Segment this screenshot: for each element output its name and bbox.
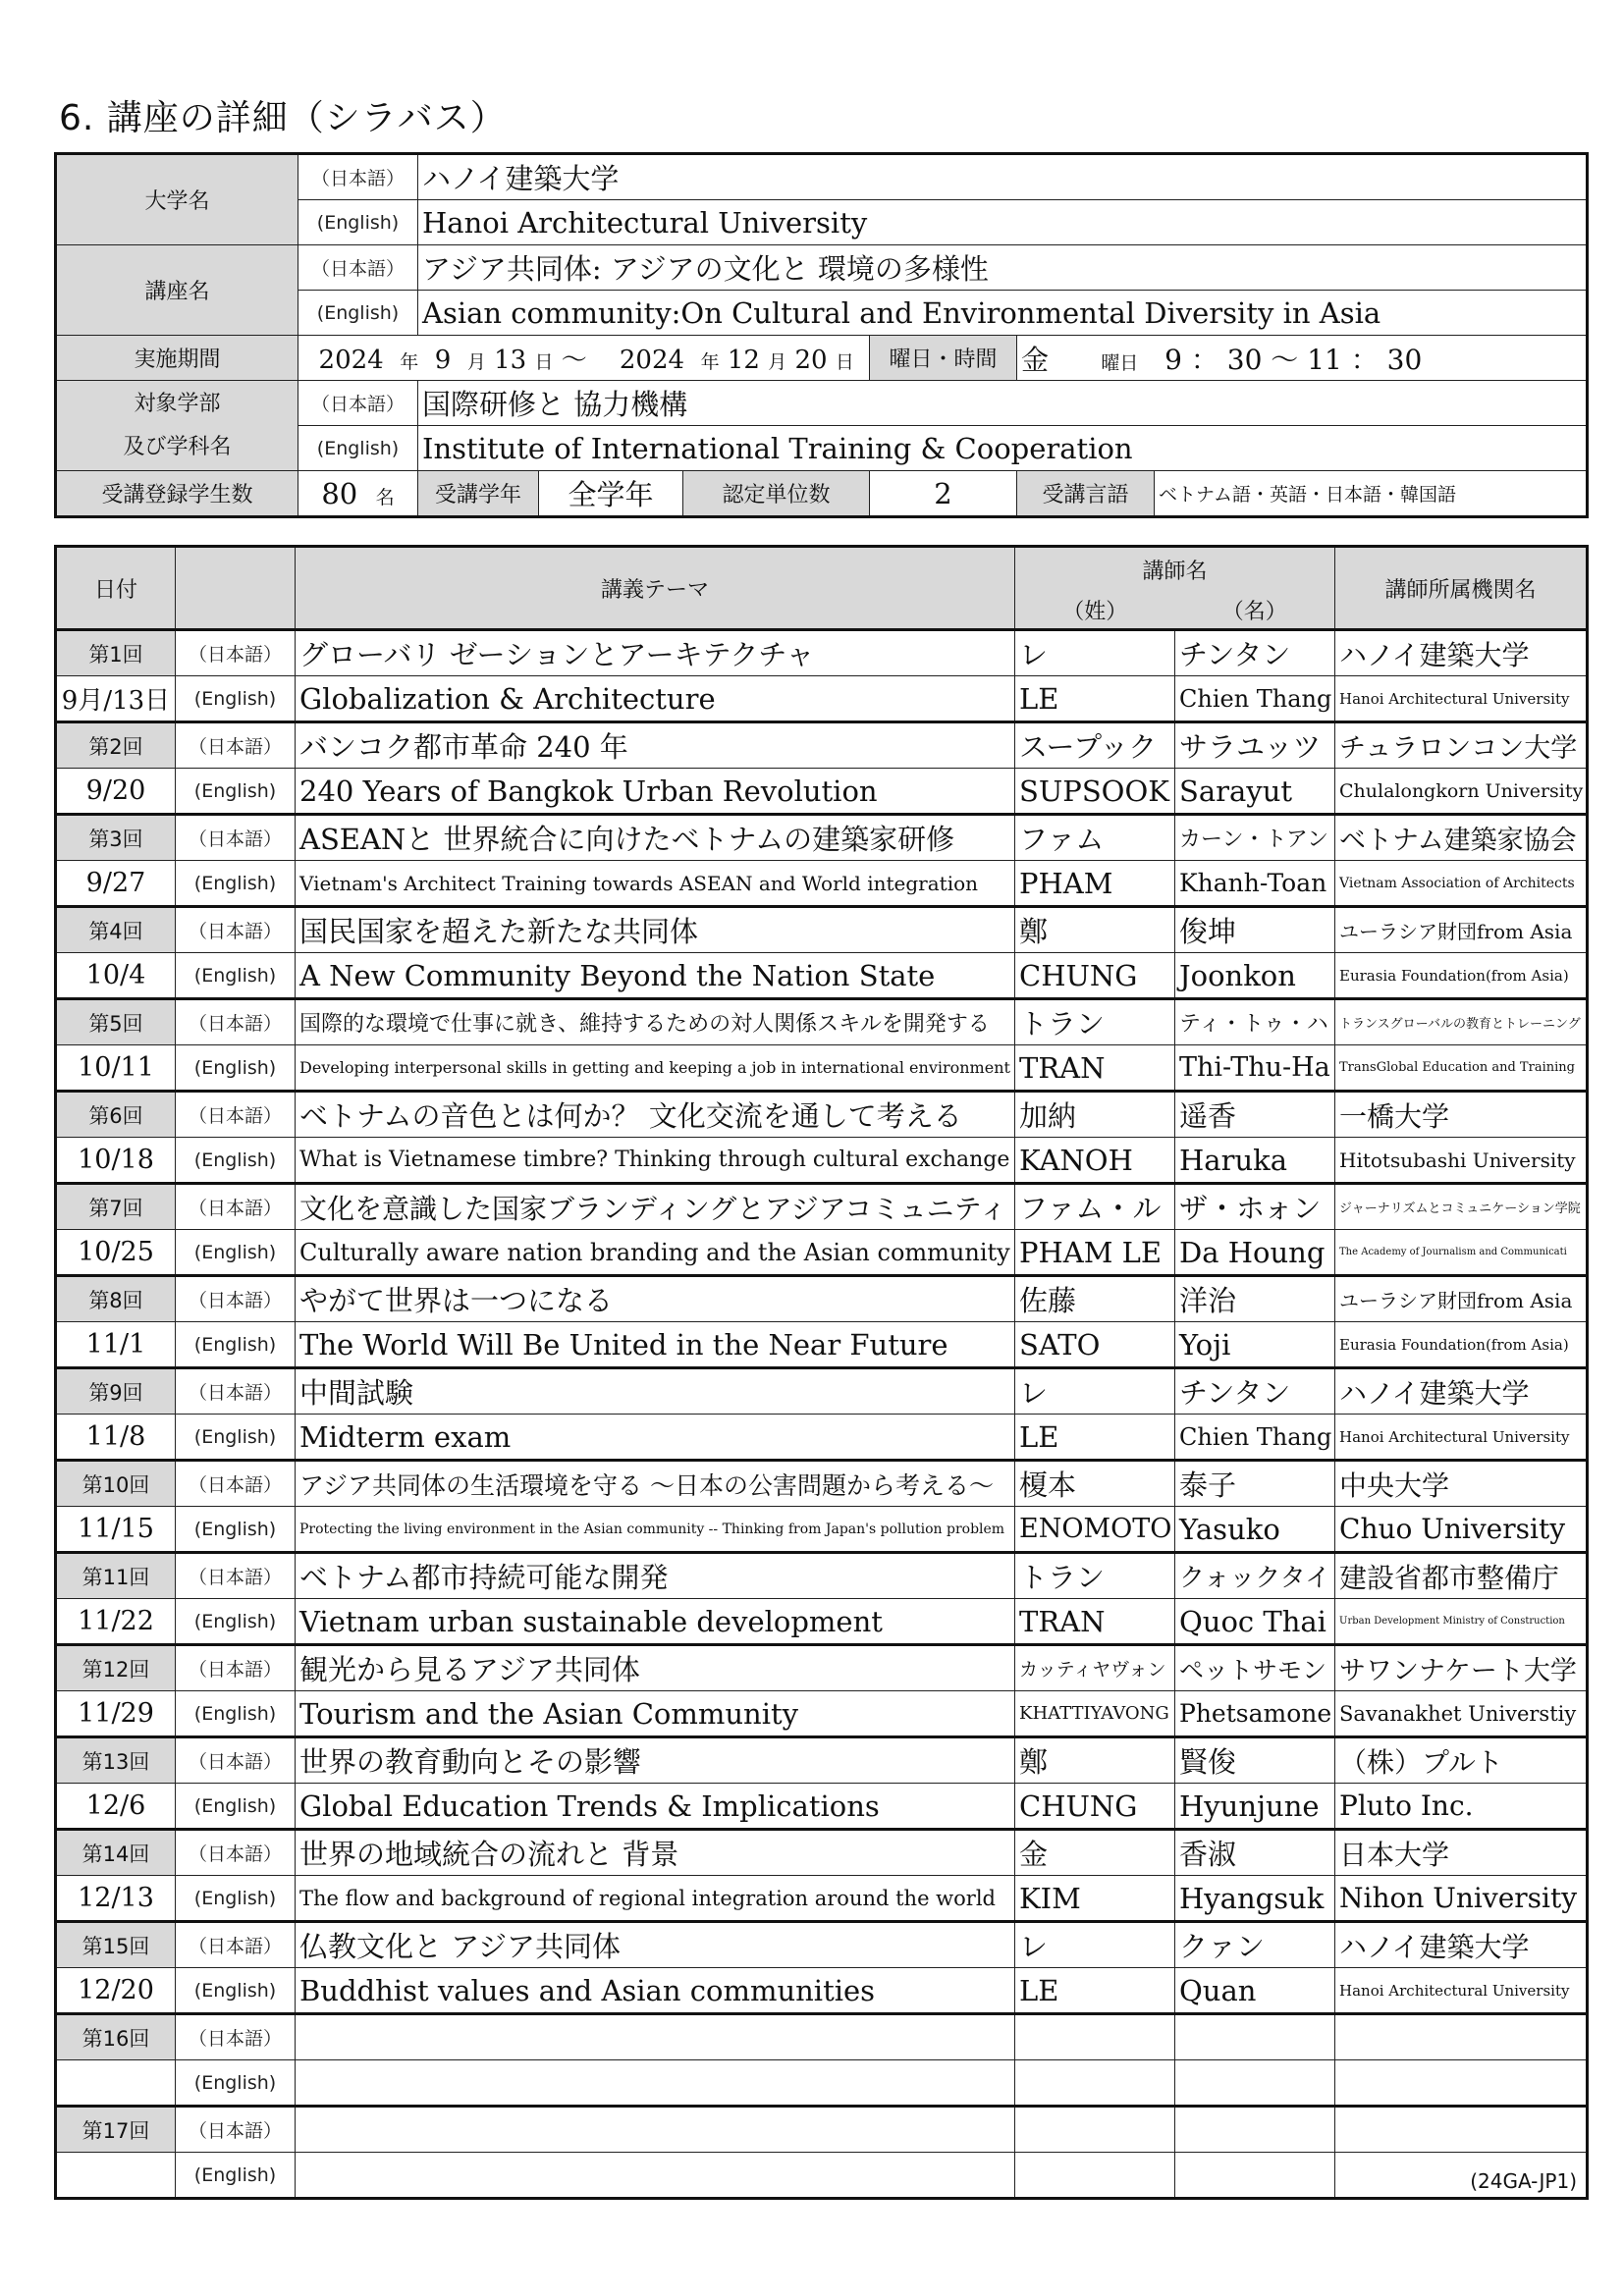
theme-en: The flow and background of regional integration around the world [296, 1876, 1015, 1922]
dow-time-label: 曜日・時間 [870, 336, 1017, 381]
given-en [1175, 2153, 1335, 2199]
given-ja: サラユッツ [1175, 722, 1335, 769]
session-date: 12/6 [56, 1784, 176, 1830]
session-row-ja [56, 1830, 1588, 1876]
theme-ja: 中間試験 [296, 1368, 1015, 1415]
given-ja: 遥香 [1175, 1092, 1335, 1138]
students-count: 80 名 [298, 471, 418, 517]
form-code: (24GA-JP1) [1470, 2169, 1577, 2193]
theme-ja: アジア共同体の生活環境を守る 〜日本の公害問題から考える〜 [296, 1461, 1015, 1507]
affiliation-en: Chuo University [1335, 1507, 1588, 1553]
session-row-en [56, 676, 1588, 722]
given-en: Da Houng [1175, 1230, 1335, 1276]
course-info-table [54, 152, 1589, 518]
session-number: 第15回 [56, 1922, 176, 1968]
univ-label: 大学名 [56, 154, 298, 245]
affiliation-en: Chulalongkorn University [1335, 769, 1588, 815]
period-range: 2024 年 9 月 13 日 ～ 2024 年 12 月 20 日 [298, 336, 870, 381]
session-date [56, 2153, 176, 2199]
session-row-ja [56, 1922, 1588, 1968]
surname-en: TRAN [1015, 1599, 1175, 1645]
lang-en-tag: (English) [176, 1322, 296, 1368]
lang-ja-tag: （日本語） [176, 1276, 296, 1322]
affiliation-ja: ハノイ建築大学 [1335, 1922, 1588, 1968]
theme-en: What is Vietnamese timbre? Thinking through cultural exchange [296, 1138, 1015, 1184]
session-number: 第12回 [56, 1645, 176, 1691]
page-title: 6. 講座の詳細（シラバス） [59, 98, 507, 138]
surname-ja: レ [1015, 1922, 1175, 1968]
session-number: 第13回 [56, 1737, 176, 1784]
surname-ja: トラン [1015, 1553, 1175, 1599]
lang-ja-tag: （日本語） [176, 1092, 296, 1138]
session-date: 11/15 [56, 1507, 176, 1553]
session-date: 9/20 [56, 769, 176, 815]
given-ja: ザ・ホォン [1175, 1184, 1335, 1230]
lang-en-tag: (English) [176, 861, 296, 907]
affiliation-ja: ハノイ建築大学 [1335, 630, 1588, 676]
language-label: 受講言語 [1017, 471, 1155, 517]
affiliation-ja: サワンナケート大学 [1335, 1645, 1588, 1691]
given-ja: クォックタイ [1175, 1553, 1335, 1599]
session-date: 10/18 [56, 1138, 176, 1184]
affiliation-ja: ハノイ建築大学 [1335, 1368, 1588, 1415]
affiliation-ja: 日本大学 [1335, 1830, 1588, 1876]
surname-en: PHAM LE [1015, 1230, 1175, 1276]
lang-header [176, 547, 296, 630]
affiliation-en: Hitotsubashi University [1335, 1138, 1588, 1184]
end-month: 12 [727, 346, 760, 375]
session-row-en [56, 1876, 1588, 1922]
faculty-en: Institute of International Training & Cooperation [418, 426, 1588, 471]
surname-en: SATO [1015, 1322, 1175, 1368]
affiliation-ja: ベトナム建築家協会 [1335, 815, 1588, 861]
theme-en: Global Education Trends & Implications [296, 1784, 1015, 1830]
session-row-ja [56, 722, 1588, 769]
session-number: 第8回 [56, 1276, 176, 1322]
theme-ja: 文化を意識した国家ブランディングとアジアコミュニティ [296, 1184, 1015, 1230]
given-ja [1175, 2107, 1335, 2153]
session-row-en [56, 1507, 1588, 1553]
faculty-label: 対象学部 及び学科名 [56, 381, 298, 471]
theme-en [296, 2060, 1015, 2107]
surname-ja: レ [1015, 630, 1175, 676]
affiliation-ja [1335, 2107, 1588, 2153]
session-row-en [56, 1784, 1588, 1830]
affiliation-ja: ジャーナリズムとコミュニケーション学院 [1335, 1184, 1588, 1230]
theme-ja: 世界の教育動向とその影響 [296, 1737, 1015, 1784]
theme-ja: グローバリ ゼーションとアーキテクチャ [296, 630, 1015, 676]
schedule-table [54, 545, 1589, 2200]
affiliation-ja: トランスグローバルの教育とトレーニング [1335, 999, 1588, 1045]
date-header: 日付 [56, 547, 176, 630]
theme-en: Globalization & Architecture [296, 676, 1015, 722]
given-en: Sarayut [1175, 769, 1335, 815]
theme-ja: 仏教文化と アジア共同体 [296, 1922, 1015, 1968]
course-en: Asian community:On Cultural and Environmental Diversity in Asia [418, 291, 1588, 336]
surname-en: TRAN [1015, 1045, 1175, 1092]
session-date: 12/13 [56, 1876, 176, 1922]
surname-ja: 鄭 [1015, 1737, 1175, 1784]
session-row-ja [56, 1092, 1588, 1138]
session-date: 10/25 [56, 1230, 176, 1276]
lang-en-tag: (English) [176, 1968, 296, 2014]
given-ja: 泰子 [1175, 1461, 1335, 1507]
surname-en: LE [1015, 1968, 1175, 2014]
affiliation-en: Savanakhet Universtiy [1335, 1691, 1588, 1737]
lang-en-tag: (English) [176, 1230, 296, 1276]
theme-ja: やがて世界は一つになる [296, 1276, 1015, 1322]
lecturer-header: 講師名 [1015, 547, 1335, 592]
affiliation-ja: 中央大学 [1335, 1461, 1588, 1507]
session-number: 第16回 [56, 2014, 176, 2060]
dow: 金 [1021, 343, 1050, 376]
lang-en-tag: (English) [176, 1507, 296, 1553]
surname-ja: ファム・ル [1015, 1184, 1175, 1230]
surname-ja: トラン [1015, 999, 1175, 1045]
lang-en-tag: (English) [176, 676, 296, 722]
surname-en: KHATTIYAVONG [1015, 1691, 1175, 1737]
start-month: 9 [434, 346, 452, 375]
session-row-en [56, 769, 1588, 815]
given-en: Hyangsuk [1175, 1876, 1335, 1922]
time-to: 11 ： 30 [1307, 343, 1423, 376]
surname-ja: スープック [1015, 722, 1175, 769]
session-number: 第7回 [56, 1184, 176, 1230]
affiliation-ja: 一橋大学 [1335, 1092, 1588, 1138]
affiliation-en: Urban Development Ministry of Construction [1335, 1599, 1588, 1645]
session-row-ja [56, 907, 1588, 953]
surname-en: KANOH [1015, 1138, 1175, 1184]
session-date: 10/4 [56, 953, 176, 999]
affiliation-en: Hanoi Architectural University [1335, 676, 1588, 722]
surname-ja: 榎本 [1015, 1461, 1175, 1507]
surname-en: PHAM [1015, 861, 1175, 907]
given-en: Khanh-Toan [1175, 861, 1335, 907]
lang-ja-tag: （日本語） [176, 1368, 296, 1415]
lang-en-tag: (English) [298, 200, 418, 245]
given-en: Yoji [1175, 1322, 1335, 1368]
session-row-ja [56, 2107, 1588, 2153]
surname-en: CHUNG [1015, 1784, 1175, 1830]
session-number: 第10回 [56, 1461, 176, 1507]
lang-en-tag: (English) [176, 769, 296, 815]
start-year: 2024 [318, 346, 384, 375]
session-row-en [56, 1138, 1588, 1184]
session-row-ja [56, 1184, 1588, 1230]
session-number: 第4回 [56, 907, 176, 953]
theme-en: Vietnam's Architect Training towards ASEAN and World integration [296, 861, 1015, 907]
session-row-en [56, 2153, 1588, 2199]
theme-en: Midterm exam [296, 1415, 1015, 1461]
affiliation-en: Hanoi Architectural University [1335, 1415, 1588, 1461]
course-ja: アジア共同体: アジアの文化と 環境の多様性 [418, 245, 1588, 291]
session-row-en [56, 1968, 1588, 2014]
given-en: Chien Thang [1175, 676, 1335, 722]
theme-en: Vietnam urban sustainable development [296, 1599, 1015, 1645]
given-en: Chien Thang [1175, 1415, 1335, 1461]
affiliation-en: Vietnam Association of Architects [1335, 861, 1588, 907]
affiliation-ja [1335, 2014, 1588, 2060]
lang-ja-tag: （日本語） [176, 1645, 296, 1691]
surname-ja: ファム [1015, 815, 1175, 861]
session-number: 第9回 [56, 1368, 176, 1415]
lang-ja-tag: （日本語） [176, 999, 296, 1045]
grade-value: 全学年 [539, 471, 683, 517]
lang-en-tag: (English) [176, 2153, 296, 2199]
session-number: 第6回 [56, 1092, 176, 1138]
session-number: 第3回 [56, 815, 176, 861]
affiliation-en: TransGlobal Education and Training [1335, 1045, 1588, 1092]
session-row-en [56, 953, 1588, 999]
given-ja [1175, 2014, 1335, 2060]
given-ja: カーン・トアン [1175, 815, 1335, 861]
session-date: 11/22 [56, 1599, 176, 1645]
lang-en-tag: (English) [176, 953, 296, 999]
session-date: 11/29 [56, 1691, 176, 1737]
dow-time: 金 曜日 9 ： 30 ～ 11 ： 30 [1017, 336, 1588, 381]
surname-en: KIM [1015, 1876, 1175, 1922]
lang-ja-tag: （日本語） [176, 1830, 296, 1876]
theme-ja: バンコク都市革命 240 年 [296, 722, 1015, 769]
lang-ja-tag: （日本語） [176, 1922, 296, 1968]
theme-en: Developing interpersonal skills in getting and keeping a job in international environment [296, 1045, 1015, 1092]
surname-en: SUPSOOK [1015, 769, 1175, 815]
lang-en-tag: (English) [176, 1876, 296, 1922]
lang-en-tag: (English) [176, 2060, 296, 2107]
session-row-ja [56, 1737, 1588, 1784]
surname-ja: レ [1015, 1368, 1175, 1415]
languages-value: ベトナム語・英語・日本語・韓国語 [1155, 471, 1588, 517]
session-row-en [56, 1322, 1588, 1368]
session-row-en [56, 1599, 1588, 1645]
lang-ja-tag: （日本語） [298, 154, 418, 200]
given-en: Joonkon [1175, 953, 1335, 999]
session-row-ja [56, 1461, 1588, 1507]
given-ja: チンタン [1175, 630, 1335, 676]
session-number: 第2回 [56, 722, 176, 769]
theme-ja: 世界の地域統合の流れと 背景 [296, 1830, 1015, 1876]
session-row-en [56, 2060, 1588, 2107]
lang-ja-tag: （日本語） [176, 1461, 296, 1507]
given-en: Thi-Thu-Ha [1175, 1045, 1335, 1092]
affiliation-en: Hanoi Architectural University [1335, 1968, 1588, 2014]
period-label: 実施期間 [56, 336, 298, 381]
given-ja: 賢俊 [1175, 1737, 1335, 1784]
given-ja: ティ・トゥ・ハ [1175, 999, 1335, 1045]
session-date: 9月/13日 [56, 676, 176, 722]
lang-ja-tag: （日本語） [176, 907, 296, 953]
theme-header: 講義テーマ [296, 547, 1015, 630]
session-row-ja [56, 1276, 1588, 1322]
surname-en: ENOMOTO [1015, 1507, 1175, 1553]
lang-en-tag: (English) [176, 1691, 296, 1737]
credits-value: 2 [870, 471, 1017, 517]
theme-en: Tourism and the Asian Community [296, 1691, 1015, 1737]
affiliation-en: The Academy of Journalism and Communicati [1335, 1230, 1588, 1276]
lang-en-tag: (English) [176, 1138, 296, 1184]
given-en: Yasuko [1175, 1507, 1335, 1553]
given-en: Phetsamone [1175, 1691, 1335, 1737]
end-year: 2024 [619, 346, 685, 375]
surname-en [1015, 2060, 1175, 2107]
affiliation-en: Eurasia Foundation(from Asia) [1335, 953, 1588, 999]
surname-ja: 金 [1015, 1830, 1175, 1876]
session-date: 10/11 [56, 1045, 176, 1092]
theme-ja: 国際的な環境で仕事に就き、維持するための対人関係スキルを開発する [296, 999, 1015, 1045]
affiliation-en: Nihon University [1335, 1876, 1588, 1922]
lang-en-tag: (English) [176, 1599, 296, 1645]
lang-ja-tag: （日本語） [176, 2014, 296, 2060]
surname-ja: カッティヤヴォン [1015, 1645, 1175, 1691]
theme-ja: ASEANと 世界統合に向けたベトナムの建築家研修 [296, 815, 1015, 861]
credits-label: 認定単位数 [683, 471, 870, 517]
session-row-en [56, 1045, 1588, 1092]
univ-ja: ハノイ建築大学 [418, 154, 1588, 200]
course-label: 講座名 [56, 245, 298, 336]
affiliation-ja: （株）プルト [1335, 1737, 1588, 1784]
session-number: 第14回 [56, 1830, 176, 1876]
theme-en [296, 2153, 1015, 2199]
session-number: 第11回 [56, 1553, 176, 1599]
affiliation-en [1335, 2060, 1588, 2107]
theme-en: A New Community Beyond the Nation State [296, 953, 1015, 999]
session-date: 9/27 [56, 861, 176, 907]
surname-header: （姓） [1015, 591, 1175, 630]
session-row-en [56, 861, 1588, 907]
session-number: 第17回 [56, 2107, 176, 2153]
lang-ja-tag: （日本語） [176, 1553, 296, 1599]
surname-en: CHUNG [1015, 953, 1175, 999]
affiliation-ja: ユーラシア財団from Asia [1335, 1276, 1588, 1322]
lang-en-tag: (English) [176, 1784, 296, 1830]
theme-ja: ベトナムの音色とは何か？ 文化交流を通して考える [296, 1092, 1015, 1138]
given-en: Haruka [1175, 1138, 1335, 1184]
theme-en: The World Will Be United in the Near Future [296, 1322, 1015, 1368]
given-en: Hyunjune [1175, 1784, 1335, 1830]
surname-ja: 加納 [1015, 1092, 1175, 1138]
univ-en: Hanoi Architectural University [418, 200, 1588, 245]
lang-ja-tag: （日本語） [176, 815, 296, 861]
given-ja: 洋治 [1175, 1276, 1335, 1322]
schedule-body [56, 630, 1588, 2199]
surname-ja: 鄭 [1015, 907, 1175, 953]
session-row-ja [56, 2014, 1588, 2060]
given-en [1175, 2060, 1335, 2107]
theme-ja: 観光から見るアジア共同体 [296, 1645, 1015, 1691]
lang-en-tag: (English) [298, 426, 418, 471]
lang-ja-tag: （日本語） [176, 722, 296, 769]
surname-en: LE [1015, 676, 1175, 722]
affiliation-ja: ユーラシア財団from Asia [1335, 907, 1588, 953]
affiliation-ja: チュラロンコン大学 [1335, 722, 1588, 769]
session-row-en [56, 1415, 1588, 1461]
faculty-ja: 国際研修と 協力機構 [418, 381, 1588, 426]
lang-ja-tag: （日本語） [176, 1184, 296, 1230]
session-date: 12/20 [56, 1968, 176, 2014]
given-ja: クァン [1175, 1922, 1335, 1968]
lang-en-tag: (English) [298, 291, 418, 336]
theme-ja: 国民国家を超えた新たな共同体 [296, 907, 1015, 953]
affiliation-en: Pluto Inc. [1335, 1784, 1588, 1830]
grade-label: 受講学年 [418, 471, 539, 517]
given-en: Quoc Thai [1175, 1599, 1335, 1645]
students-label: 受講登録学生数 [56, 471, 298, 517]
session-row-en [56, 1691, 1588, 1737]
surname-ja [1015, 2107, 1175, 2153]
lang-ja-tag: （日本語） [176, 1737, 296, 1784]
lang-ja-tag: （日本語） [176, 2107, 296, 2153]
lang-ja-tag: （日本語） [298, 381, 418, 426]
given-ja: 俊坤 [1175, 907, 1335, 953]
time-from: 9 ： 30 [1164, 343, 1263, 376]
session-row-ja [56, 1368, 1588, 1415]
surname-ja: 佐藤 [1015, 1276, 1175, 1322]
theme-en: Buddhist values and Asian communities [296, 1968, 1015, 2014]
surname-ja [1015, 2014, 1175, 2060]
end-day: 20 [794, 346, 828, 375]
theme-ja [296, 2014, 1015, 2060]
session-date: 11/8 [56, 1415, 176, 1461]
session-row-ja [56, 1553, 1588, 1599]
session-number: 第5回 [56, 999, 176, 1045]
session-row-ja [56, 815, 1588, 861]
lang-en-tag: (English) [176, 1415, 296, 1461]
session-date: 11/1 [56, 1322, 176, 1368]
theme-ja: ベトナム都市持続可能な開発 [296, 1553, 1015, 1599]
theme-en: 240 Years of Bangkok Urban Revolution [296, 769, 1015, 815]
given-en: Quan [1175, 1968, 1335, 2014]
surname-en [1015, 2153, 1175, 2199]
theme-en: Protecting the living environment in the Asian community -- Thinking from Japan's pollution problem [296, 1507, 1015, 1553]
affiliation-ja: 建設省都市整備庁 [1335, 1553, 1588, 1599]
given-header: （名） [1175, 591, 1335, 630]
session-row-ja [56, 630, 1588, 676]
start-day: 13 [494, 346, 527, 375]
affiliation-en: Eurasia Foundation(from Asia) [1335, 1322, 1588, 1368]
given-ja: 香淑 [1175, 1830, 1335, 1876]
affiliation-header: 講師所属機関名 [1335, 547, 1588, 630]
session-row-ja [56, 999, 1588, 1045]
session-number: 第1回 [56, 630, 176, 676]
given-ja: ペットサモン [1175, 1645, 1335, 1691]
session-row-en [56, 1230, 1588, 1276]
surname-en: LE [1015, 1415, 1175, 1461]
given-ja: チンタン [1175, 1368, 1335, 1415]
session-row-ja [56, 1645, 1588, 1691]
theme-ja [296, 2107, 1015, 2153]
lang-en-tag: (English) [176, 1045, 296, 1092]
session-date [56, 2060, 176, 2107]
theme-en: Culturally aware nation branding and the Asian community [296, 1230, 1015, 1276]
lang-ja-tag: （日本語） [176, 630, 296, 676]
lang-ja-tag: （日本語） [298, 245, 418, 291]
